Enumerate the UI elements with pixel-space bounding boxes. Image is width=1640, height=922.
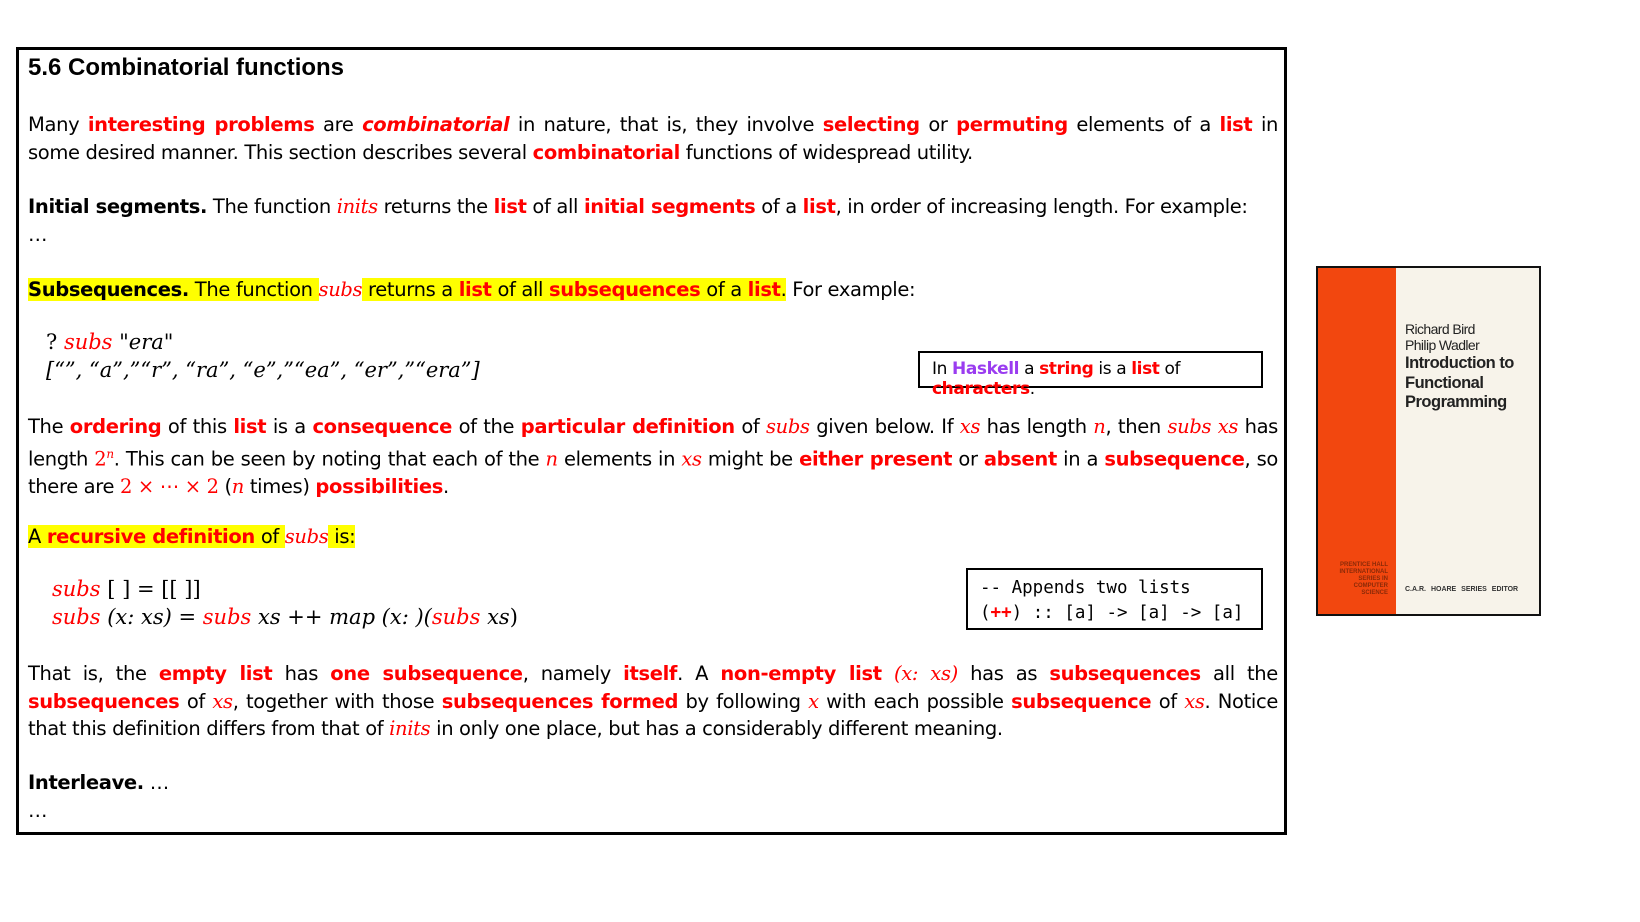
book-editor: C.A.R. HOARE SERIES EDITOR [1405,586,1519,593]
append-comment: -- Appends two lists [980,578,1191,598]
book-title: Introduction to Functional Programming [1405,354,1514,411]
book-authors: Richard Bird Philip Wadler [1405,321,1480,353]
definition-recursive-case: subs (x: xs) = subs xs ++ map (x: )(subs xs) [52,605,518,629]
book-series: PRENTICE HALL INTERNATIONAL SERIES IN COMPUTER SCIENCE [1339,562,1388,596]
example-query: ? subs "era" [46,330,174,354]
book-cover-image [1316,266,1541,616]
example-result: [“”, “a”,”“r”, “ra”, “e”,”“ea”, “er”,”“era”] [46,358,480,382]
interleave-paragraph: Interleave. … … [28,771,169,822]
ordering-paragraph: The ordering of this list is a consequence of the particular definition of subs given below. If xs has length n, then subs xs has length 2$^n$. This can be seen by noting that each of the n elements in xs might be either present or absent in a subsequence, so there are 2 × ⋯ × 2 (n times) possibilities. [28,415,1278,498]
append-signature: (++) :: [a] -> [a] -> [a] [980,603,1244,623]
initial-segments-paragraph: Initial segments. The function inits returns the list of all initial segments of a list, in order of increasing length. For example: … [28,195,1248,246]
append-type-note [966,568,1263,630]
intro-paragraph: Many interesting problems are combinatorial in nature, that is, they involve selecting or permuting elements of a list in some desired manner. This section describes several combinatorial functions of widespread utility. [28,113,1279,164]
recursive-definition-paragraph: A recursive definition of subs is: [28,525,356,548]
explanation-paragraph: That is, the empty list has one subsequence, namely itself. A non-empty list (x: xs) has as subsequences all the subsequences of xs, together with those subsequences formed by following x with each possible subsequence of xs. Notice that this definition differs from that of inits in only one place, but has a considerably different meaning. [28,662,1279,740]
subsequences-paragraph: Subsequences. The function subs returns a list of all subsequences of a list. For example: [28,278,916,301]
section-title: 5.6 Combinatorial functions [28,54,345,81]
definition-base-case: subs [ ] = [[ ]] [52,577,201,601]
haskell-string-note: In Haskell a string is a list of characters. [918,351,1263,388]
